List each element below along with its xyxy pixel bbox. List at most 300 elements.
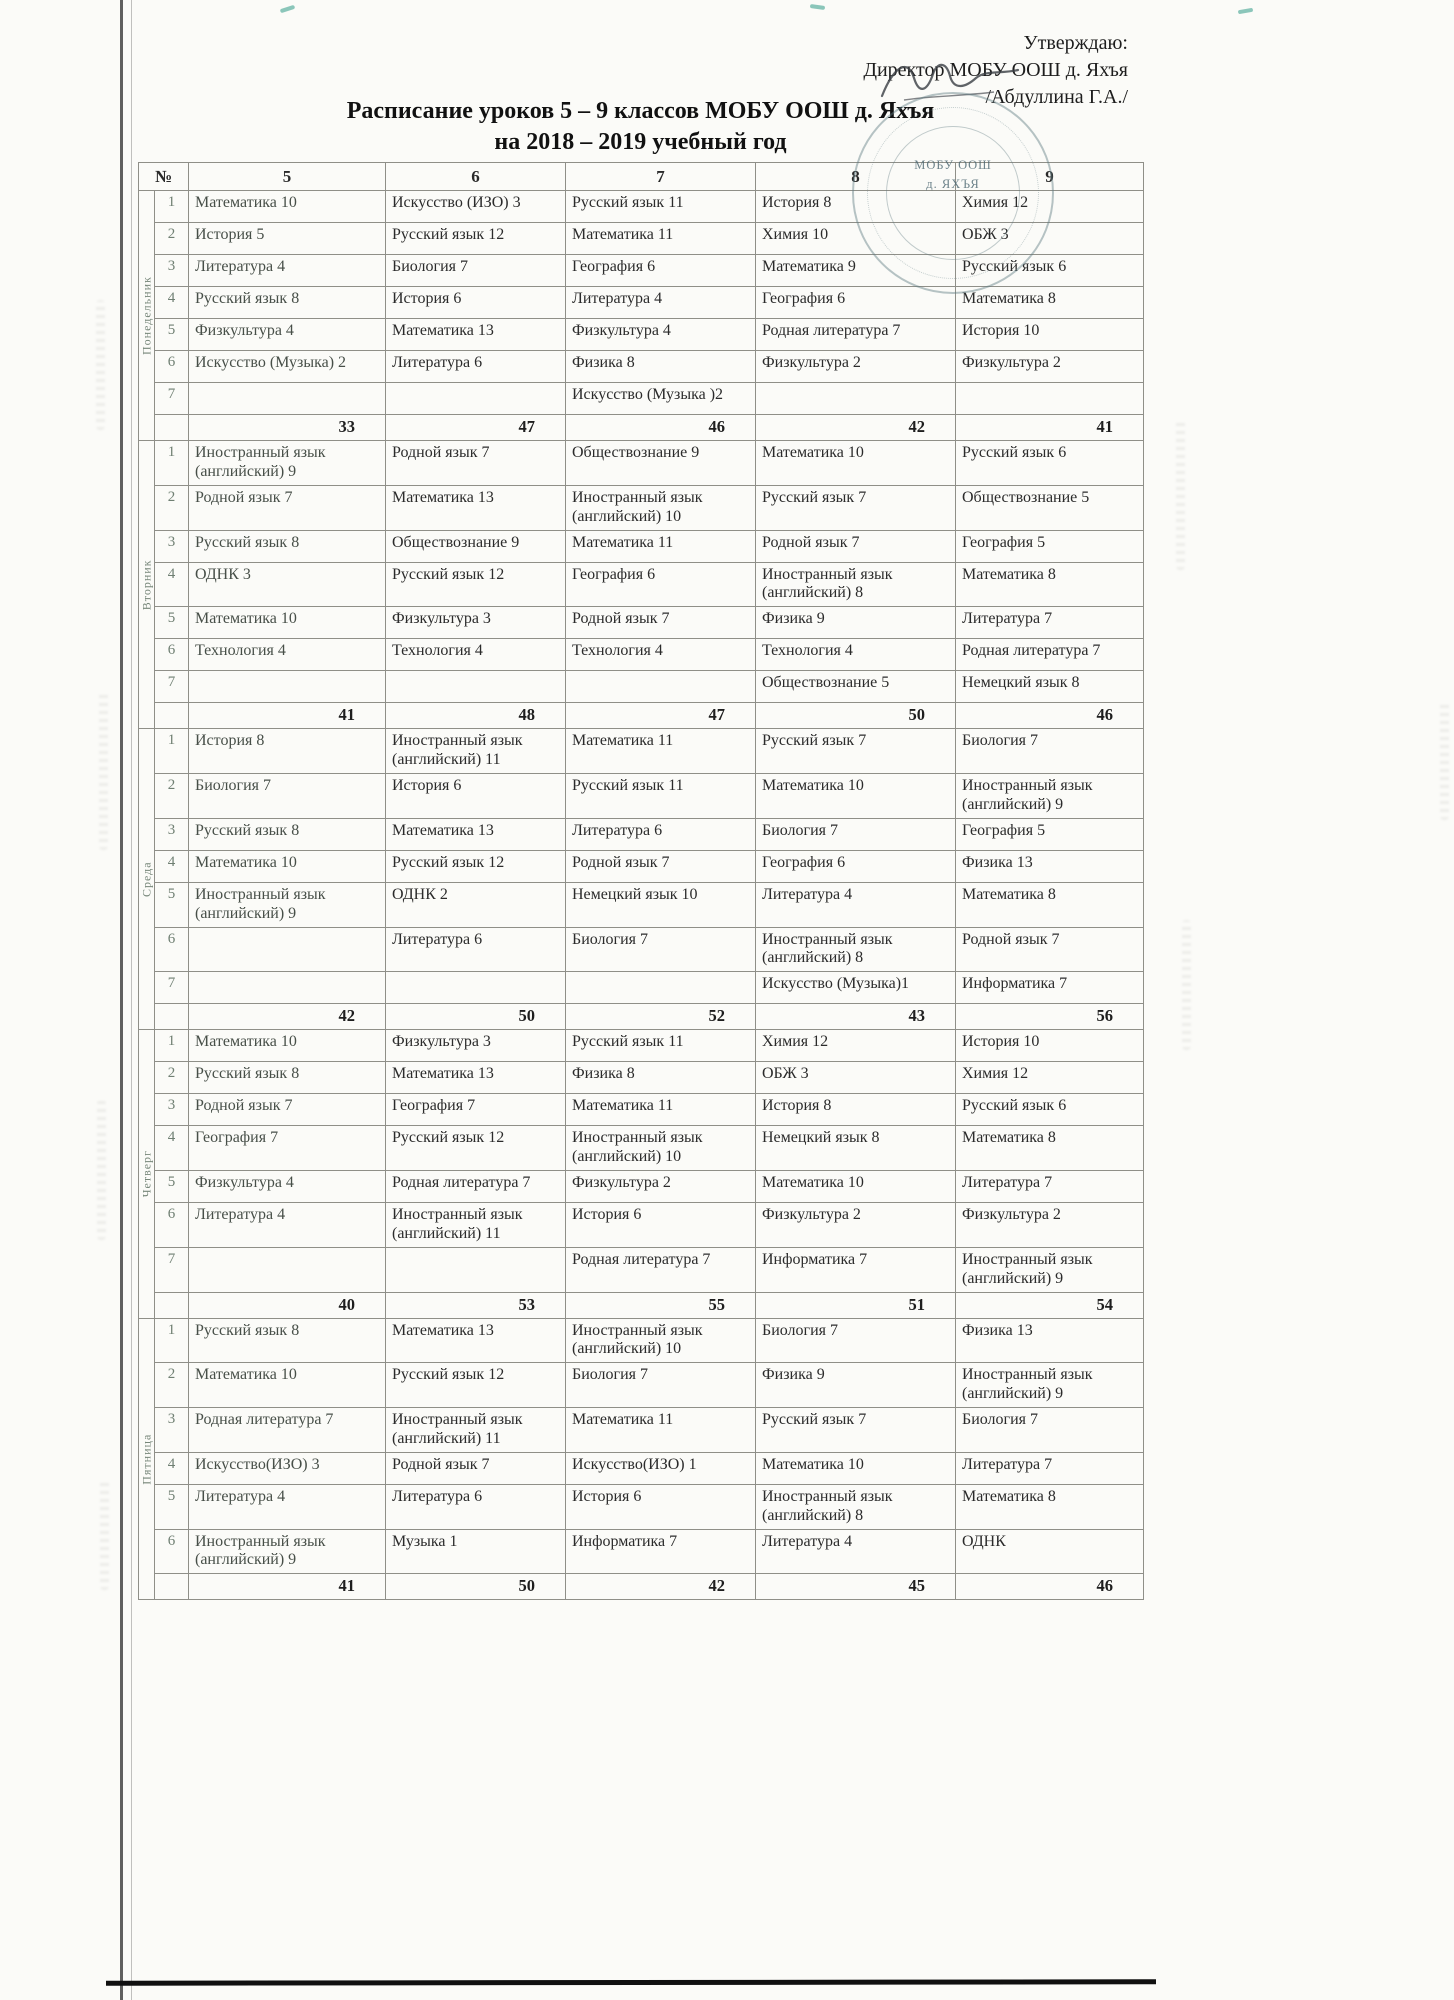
total-cell: 43	[756, 1004, 956, 1030]
lesson-number: 4	[155, 562, 189, 607]
column-header: 6	[386, 163, 566, 191]
lesson-cell: Родной язык 7	[566, 850, 756, 882]
lesson-number: 1	[155, 441, 189, 486]
table-row	[139, 818, 1144, 850]
total-cell: 45	[756, 1574, 956, 1600]
lesson-cell: Математика 8	[956, 1484, 1144, 1529]
total-cell: 42	[566, 1574, 756, 1600]
lesson-number: 4	[155, 850, 189, 882]
lesson-cell: Химия 12	[756, 1030, 956, 1062]
lesson-cell: Физика 13	[956, 850, 1144, 882]
lesson-number: 1	[155, 191, 189, 223]
lesson-cell: Литература 7	[956, 1171, 1144, 1203]
lesson-cell: Информатика 7	[756, 1247, 956, 1292]
lesson-cell: Иностранный язык (английский) 9	[189, 882, 386, 927]
totals-empty-cell	[155, 1292, 189, 1318]
lesson-cell	[756, 383, 956, 415]
lesson-cell: Математика 10	[189, 191, 386, 223]
lesson-cell: Русский язык 7	[756, 1408, 956, 1453]
day-label: Среда	[139, 729, 155, 1030]
column-header: 9	[956, 163, 1144, 191]
table-row	[139, 530, 1144, 562]
lesson-cell: Русский язык 6	[956, 255, 1144, 287]
lesson-cell: Обществознание 9	[566, 441, 756, 486]
lesson-cell: Технология 4	[566, 639, 756, 671]
table-row	[139, 319, 1144, 351]
lesson-cell: История 8	[756, 1094, 956, 1126]
lesson-cell: Обществознание 5	[756, 671, 956, 703]
lesson-number: 3	[155, 818, 189, 850]
total-cell: 54	[956, 1292, 1144, 1318]
title-line-2: на 2018 – 2019 учебный год	[494, 129, 787, 156]
lesson-cell: Родной язык 7	[189, 485, 386, 530]
lesson-cell: Физкультура 2	[756, 1203, 956, 1248]
lesson-cell: Математика 11	[566, 530, 756, 562]
table-row	[139, 191, 1144, 223]
lesson-number: 2	[155, 1363, 189, 1408]
column-header: 5	[189, 163, 386, 191]
lesson-number: 3	[155, 530, 189, 562]
lesson-cell: Физкультура 2	[756, 351, 956, 383]
table-row	[139, 1030, 1144, 1062]
table-row	[139, 774, 1144, 819]
lesson-number: 7	[155, 383, 189, 415]
total-cell: 51	[756, 1292, 956, 1318]
totals-row	[139, 703, 1144, 729]
day-label: Пятница	[139, 1318, 155, 1600]
lesson-cell: Физика 8	[566, 1062, 756, 1094]
lesson-cell: Русский язык 12	[386, 223, 566, 255]
lesson-cell: Русский язык 8	[189, 530, 386, 562]
lesson-cell	[386, 671, 566, 703]
table-row	[139, 1529, 1144, 1574]
lesson-cell: Физика 8	[566, 351, 756, 383]
total-cell: 47	[566, 703, 756, 729]
schedule-table	[138, 162, 1144, 1600]
lesson-cell: История 6	[386, 774, 566, 819]
lesson-cell: Иностранный язык (английский) 10	[566, 485, 756, 530]
day-label: Понедельник	[139, 191, 155, 441]
lesson-cell: Родной язык 7	[189, 1094, 386, 1126]
table-row	[139, 1171, 1144, 1203]
lesson-cell: Иностранный язык (английский) 8	[756, 927, 956, 972]
lesson-number: 6	[155, 1529, 189, 1574]
header-row	[139, 163, 1144, 191]
total-cell: 42	[756, 415, 956, 441]
lesson-cell: Русский язык 6	[956, 1094, 1144, 1126]
table-row	[139, 1062, 1144, 1094]
lesson-cell: География 5	[956, 530, 1144, 562]
total-cell: 50	[386, 1004, 566, 1030]
lesson-number: 4	[155, 1126, 189, 1171]
lesson-cell: Искусство (Музыка )2	[566, 383, 756, 415]
lesson-cell: Физкультура 4	[189, 319, 386, 351]
lesson-cell: Родная литература 7	[189, 1408, 386, 1453]
binding-shadow-line	[120, 0, 123, 2000]
lesson-cell: Литература 6	[566, 818, 756, 850]
lesson-cell: Физкультура 2	[956, 1203, 1144, 1248]
lesson-cell	[566, 671, 756, 703]
scan-mark	[1238, 8, 1253, 15]
lesson-cell: Обществознание 5	[956, 485, 1144, 530]
table-row	[139, 485, 1144, 530]
lesson-cell: Иностранный язык (английский) 9	[956, 774, 1144, 819]
lesson-cell: Информатика 7	[956, 972, 1144, 1004]
lesson-number: 3	[155, 1094, 189, 1126]
bleed-through-smudge	[1440, 700, 1449, 820]
table-row	[139, 1484, 1144, 1529]
lesson-number: 5	[155, 319, 189, 351]
table-row	[139, 287, 1144, 319]
lesson-cell: Немецкий язык 10	[566, 882, 756, 927]
lesson-number: 5	[155, 882, 189, 927]
binding-shadow-line-2	[131, 0, 132, 2000]
table-row	[139, 1452, 1144, 1484]
lesson-cell: Математика 13	[386, 818, 566, 850]
lesson-number: 7	[155, 972, 189, 1004]
totals-empty-cell	[155, 1004, 189, 1030]
lesson-cell: Искусство (Музыка)1	[756, 972, 956, 1004]
lesson-cell: Физика 9	[756, 607, 956, 639]
lesson-number: 4	[155, 287, 189, 319]
lesson-cell: Математика 10	[189, 1030, 386, 1062]
lesson-cell: Иностранный язык (английский) 11	[386, 1408, 566, 1453]
total-cell: 50	[756, 703, 956, 729]
table-row	[139, 729, 1144, 774]
lesson-number: 2	[155, 774, 189, 819]
lesson-cell: Биология 7	[756, 818, 956, 850]
lesson-number: 2	[155, 1062, 189, 1094]
lesson-cell: Иностранный язык (английский) 8	[756, 562, 956, 607]
lesson-cell: Математика 10	[756, 1171, 956, 1203]
table-row	[139, 927, 1144, 972]
stamp-text-line-1: МОБУ ООШ	[914, 158, 992, 172]
lesson-cell: Родная литература 7	[566, 1247, 756, 1292]
lesson-cell: История 5	[189, 223, 386, 255]
totals-empty-cell	[155, 415, 189, 441]
lesson-cell: Физика 13	[956, 1318, 1144, 1363]
total-cell: 46	[566, 415, 756, 441]
lesson-cell: История 10	[956, 1030, 1144, 1062]
lesson-cell: Математика 8	[956, 1126, 1144, 1171]
lesson-cell: География 6	[566, 562, 756, 607]
lesson-cell: Биология 7	[756, 1318, 956, 1363]
lesson-cell: Русский язык 12	[386, 1126, 566, 1171]
lesson-cell: ОДНК 3	[189, 562, 386, 607]
column-header: 7	[566, 163, 756, 191]
lesson-cell: Русский язык 8	[189, 1318, 386, 1363]
lesson-cell: Информатика 7	[566, 1529, 756, 1574]
total-cell: 41	[956, 415, 1144, 441]
table-row	[139, 1318, 1144, 1363]
lesson-cell: География 7	[189, 1126, 386, 1171]
bleed-through-smudge	[99, 690, 108, 850]
lesson-cell: Родная литература 7	[956, 639, 1144, 671]
lesson-number: 3	[155, 1408, 189, 1453]
bleed-through-smudge	[97, 1100, 106, 1240]
lesson-cell: География 6	[756, 850, 956, 882]
lesson-cell: Математика 10	[189, 1363, 386, 1408]
lesson-cell: ОДНК	[956, 1529, 1144, 1574]
lesson-cell: Литература 7	[956, 1452, 1144, 1484]
total-cell: 47	[386, 415, 566, 441]
lesson-number: 2	[155, 485, 189, 530]
lesson-cell: Физкультура 3	[386, 1030, 566, 1062]
lesson-cell: ОБЖ 3	[956, 223, 1144, 255]
lesson-number: 1	[155, 729, 189, 774]
column-header: №	[139, 163, 189, 191]
lesson-cell: Математика 10	[756, 441, 956, 486]
approval-line-2: Директор МОБУ ООШ д. Яхъя	[863, 59, 1128, 81]
lesson-cell: История 6	[566, 1484, 756, 1529]
table-row	[139, 255, 1144, 287]
total-cell: 56	[956, 1004, 1144, 1030]
total-cell: 42	[189, 1004, 386, 1030]
lesson-cell	[956, 383, 1144, 415]
scan-mark	[810, 4, 825, 10]
lesson-cell: Иностранный язык (английский) 10	[566, 1318, 756, 1363]
lesson-cell: Родной язык 7	[566, 607, 756, 639]
lesson-cell: Обществознание 9	[386, 530, 566, 562]
total-cell: 55	[566, 1292, 756, 1318]
lesson-cell	[386, 972, 566, 1004]
lesson-cell: Иностранный язык (английский) 8	[756, 1484, 956, 1529]
lesson-cell: Родной язык 7	[956, 927, 1144, 972]
table-row	[139, 1126, 1144, 1171]
approval-signature-name: /Абдуллина Г.А./	[985, 86, 1128, 108]
lesson-cell: Биология 7	[386, 255, 566, 287]
table-row	[139, 850, 1144, 882]
stamp-text-line-2: д. ЯХЪЯ	[926, 176, 980, 191]
table-row	[139, 1408, 1144, 1453]
table-row	[139, 223, 1144, 255]
table-row	[139, 1094, 1144, 1126]
totals-row	[139, 415, 1144, 441]
lesson-cell: Математика 8	[956, 882, 1144, 927]
lesson-cell: Физкультура 4	[189, 1171, 386, 1203]
lesson-cell: География 6	[756, 287, 956, 319]
lesson-cell: Иностранный язык (английский) 11	[386, 729, 566, 774]
totals-row	[139, 1574, 1144, 1600]
lesson-cell: Русский язык 8	[189, 1062, 386, 1094]
table-row	[139, 383, 1144, 415]
lesson-cell: Литература 4	[189, 1484, 386, 1529]
lesson-cell	[566, 972, 756, 1004]
lesson-number: 6	[155, 1203, 189, 1248]
lesson-cell: Математика 10	[756, 1452, 956, 1484]
table-row	[139, 882, 1144, 927]
day-label: Вторник	[139, 441, 155, 729]
lesson-cell: Химия 12	[956, 1062, 1144, 1094]
lesson-cell: Математика 11	[566, 1408, 756, 1453]
lesson-cell: География 7	[386, 1094, 566, 1126]
lesson-cell: Русский язык 11	[566, 774, 756, 819]
lesson-cell: Иностранный язык (английский) 10	[566, 1126, 756, 1171]
lesson-cell: Родная литература 7	[386, 1171, 566, 1203]
lesson-cell: Математика 10	[756, 774, 956, 819]
lesson-cell: Русский язык 12	[386, 850, 566, 882]
total-cell: 33	[189, 415, 386, 441]
lesson-cell: Иностранный язык (английский) 9	[956, 1363, 1144, 1408]
page-title	[138, 96, 1143, 158]
approval-line-1: Утверждаю:	[1023, 32, 1128, 54]
lesson-cell: Физика 9	[756, 1363, 956, 1408]
lesson-cell: Математика 13	[386, 1318, 566, 1363]
lesson-number: 5	[155, 1484, 189, 1529]
lesson-cell: Биология 7	[566, 1363, 756, 1408]
title-line-1: Расписание уроков 5 – 9 классов МОБУ ООШ д. Яхъя	[346, 98, 935, 124]
lesson-number: 5	[155, 1171, 189, 1203]
lesson-cell: Математика 13	[386, 1062, 566, 1094]
bleed-through-smudge	[1182, 920, 1191, 1050]
totals-empty-cell	[155, 1574, 189, 1600]
lesson-cell: Математика 13	[386, 485, 566, 530]
total-cell: 53	[386, 1292, 566, 1318]
lesson-cell: Биология 7	[566, 927, 756, 972]
lesson-cell	[386, 383, 566, 415]
lesson-cell: Физкультура 3	[386, 607, 566, 639]
lesson-cell: Русский язык 7	[756, 485, 956, 530]
lesson-cell: География 6	[566, 255, 756, 287]
lesson-cell: Родной язык 7	[386, 441, 566, 486]
lesson-cell: Биология 7	[956, 729, 1144, 774]
total-cell: 52	[566, 1004, 756, 1030]
lesson-cell: Литература 6	[386, 927, 566, 972]
lesson-number: 6	[155, 639, 189, 671]
scan-bottom-line	[106, 1979, 1156, 1985]
lesson-cell	[189, 671, 386, 703]
lesson-cell: Математика 11	[566, 1094, 756, 1126]
lesson-cell: История 6	[566, 1203, 756, 1248]
lesson-cell: Математика 11	[566, 223, 756, 255]
lesson-number: 4	[155, 1452, 189, 1484]
lesson-number: 3	[155, 255, 189, 287]
bleed-through-smudge	[100, 1480, 109, 1590]
lesson-cell: Химия 12	[956, 191, 1144, 223]
lesson-cell	[189, 972, 386, 1004]
lesson-cell: Физкультура 4	[566, 319, 756, 351]
column-header: 8	[756, 163, 956, 191]
lesson-cell: Искусство(ИЗО) 3	[189, 1452, 386, 1484]
lesson-cell: Технология 4	[756, 639, 956, 671]
lesson-cell: История 10	[956, 319, 1144, 351]
lesson-cell	[189, 927, 386, 972]
lesson-cell	[189, 1247, 386, 1292]
table-row	[139, 639, 1144, 671]
lesson-cell: Математика 8	[956, 562, 1144, 607]
table-row	[139, 351, 1144, 383]
total-cell: 40	[189, 1292, 386, 1318]
lesson-number: 7	[155, 1247, 189, 1292]
lesson-number: 6	[155, 927, 189, 972]
lesson-cell: Русский язык 6	[956, 441, 1144, 486]
lesson-cell: Искусство (ИЗО) 3	[386, 191, 566, 223]
total-cell: 41	[189, 703, 386, 729]
lesson-cell: Искусство(ИЗО) 1	[566, 1452, 756, 1484]
totals-row	[139, 1292, 1144, 1318]
lesson-cell	[386, 1247, 566, 1292]
lesson-cell: Литература 4	[756, 882, 956, 927]
lesson-cell: Родная литература 7	[756, 319, 956, 351]
lesson-number: 1	[155, 1318, 189, 1363]
lesson-cell: Математика 10	[189, 607, 386, 639]
lesson-cell: Литература 4	[566, 287, 756, 319]
lesson-cell: Искусство (Музыка) 2	[189, 351, 386, 383]
bleed-through-smudge	[96, 300, 105, 430]
lesson-cell: Математика 9	[756, 255, 956, 287]
lesson-cell: Литература 4	[189, 1203, 386, 1248]
lesson-cell: Музыка 1	[386, 1529, 566, 1574]
table-row	[139, 1203, 1144, 1248]
lesson-cell: ОБЖ 3	[756, 1062, 956, 1094]
table-row	[139, 562, 1144, 607]
lesson-number: 5	[155, 607, 189, 639]
total-cell: 48	[386, 703, 566, 729]
lesson-cell: История 8	[189, 729, 386, 774]
lesson-cell: Русский язык 11	[566, 1030, 756, 1062]
lesson-cell: История 6	[386, 287, 566, 319]
table-row	[139, 671, 1144, 703]
lesson-cell	[189, 383, 386, 415]
lesson-cell: Литература 4	[189, 255, 386, 287]
lesson-cell: Немецкий язык 8	[956, 671, 1144, 703]
lesson-cell: Родной язык 7	[386, 1452, 566, 1484]
lesson-cell: Русский язык 12	[386, 1363, 566, 1408]
table-row	[139, 1363, 1144, 1408]
total-cell: 41	[189, 1574, 386, 1600]
lesson-cell: Математика 10	[189, 850, 386, 882]
lesson-cell: Русский язык 12	[386, 562, 566, 607]
bleed-through-smudge	[1176, 420, 1185, 570]
table-row	[139, 1247, 1144, 1292]
lesson-cell: Математика 11	[566, 729, 756, 774]
lesson-cell: Иностранный язык (английский) 11	[386, 1203, 566, 1248]
lesson-cell: Литература 4	[756, 1529, 956, 1574]
lesson-cell: Русский язык 8	[189, 818, 386, 850]
lesson-cell: История 8	[756, 191, 956, 223]
lesson-cell: Технология 4	[386, 639, 566, 671]
lesson-cell: Русский язык 7	[756, 729, 956, 774]
lesson-cell: Физкультура 2	[566, 1171, 756, 1203]
day-label: Четверг	[139, 1030, 155, 1318]
total-cell: 50	[386, 1574, 566, 1600]
lesson-cell: ОДНК 2	[386, 882, 566, 927]
scan-mark	[280, 5, 296, 13]
table-row	[139, 441, 1144, 486]
lesson-cell: Иностранный язык (английский) 9	[189, 441, 386, 486]
lesson-cell: Технология 4	[189, 639, 386, 671]
lesson-cell: Биология 7	[956, 1408, 1144, 1453]
lesson-cell: География 5	[956, 818, 1144, 850]
lesson-cell: Родной язык 7	[756, 530, 956, 562]
totals-empty-cell	[155, 703, 189, 729]
totals-row	[139, 1004, 1144, 1030]
lesson-cell: Иностранный язык (английский) 9	[189, 1529, 386, 1574]
lesson-number: 6	[155, 351, 189, 383]
lesson-number: 1	[155, 1030, 189, 1062]
lesson-number: 2	[155, 223, 189, 255]
table-row	[139, 607, 1144, 639]
lesson-cell: Биология 7	[189, 774, 386, 819]
total-cell: 46	[956, 703, 1144, 729]
lesson-cell: Литература 7	[956, 607, 1144, 639]
lesson-cell: Иностранный язык (английский) 9	[956, 1247, 1144, 1292]
table-row	[139, 972, 1144, 1004]
total-cell: 46	[956, 1574, 1144, 1600]
lesson-number: 7	[155, 671, 189, 703]
lesson-cell: Химия 10	[756, 223, 956, 255]
lesson-cell: Литература 6	[386, 351, 566, 383]
